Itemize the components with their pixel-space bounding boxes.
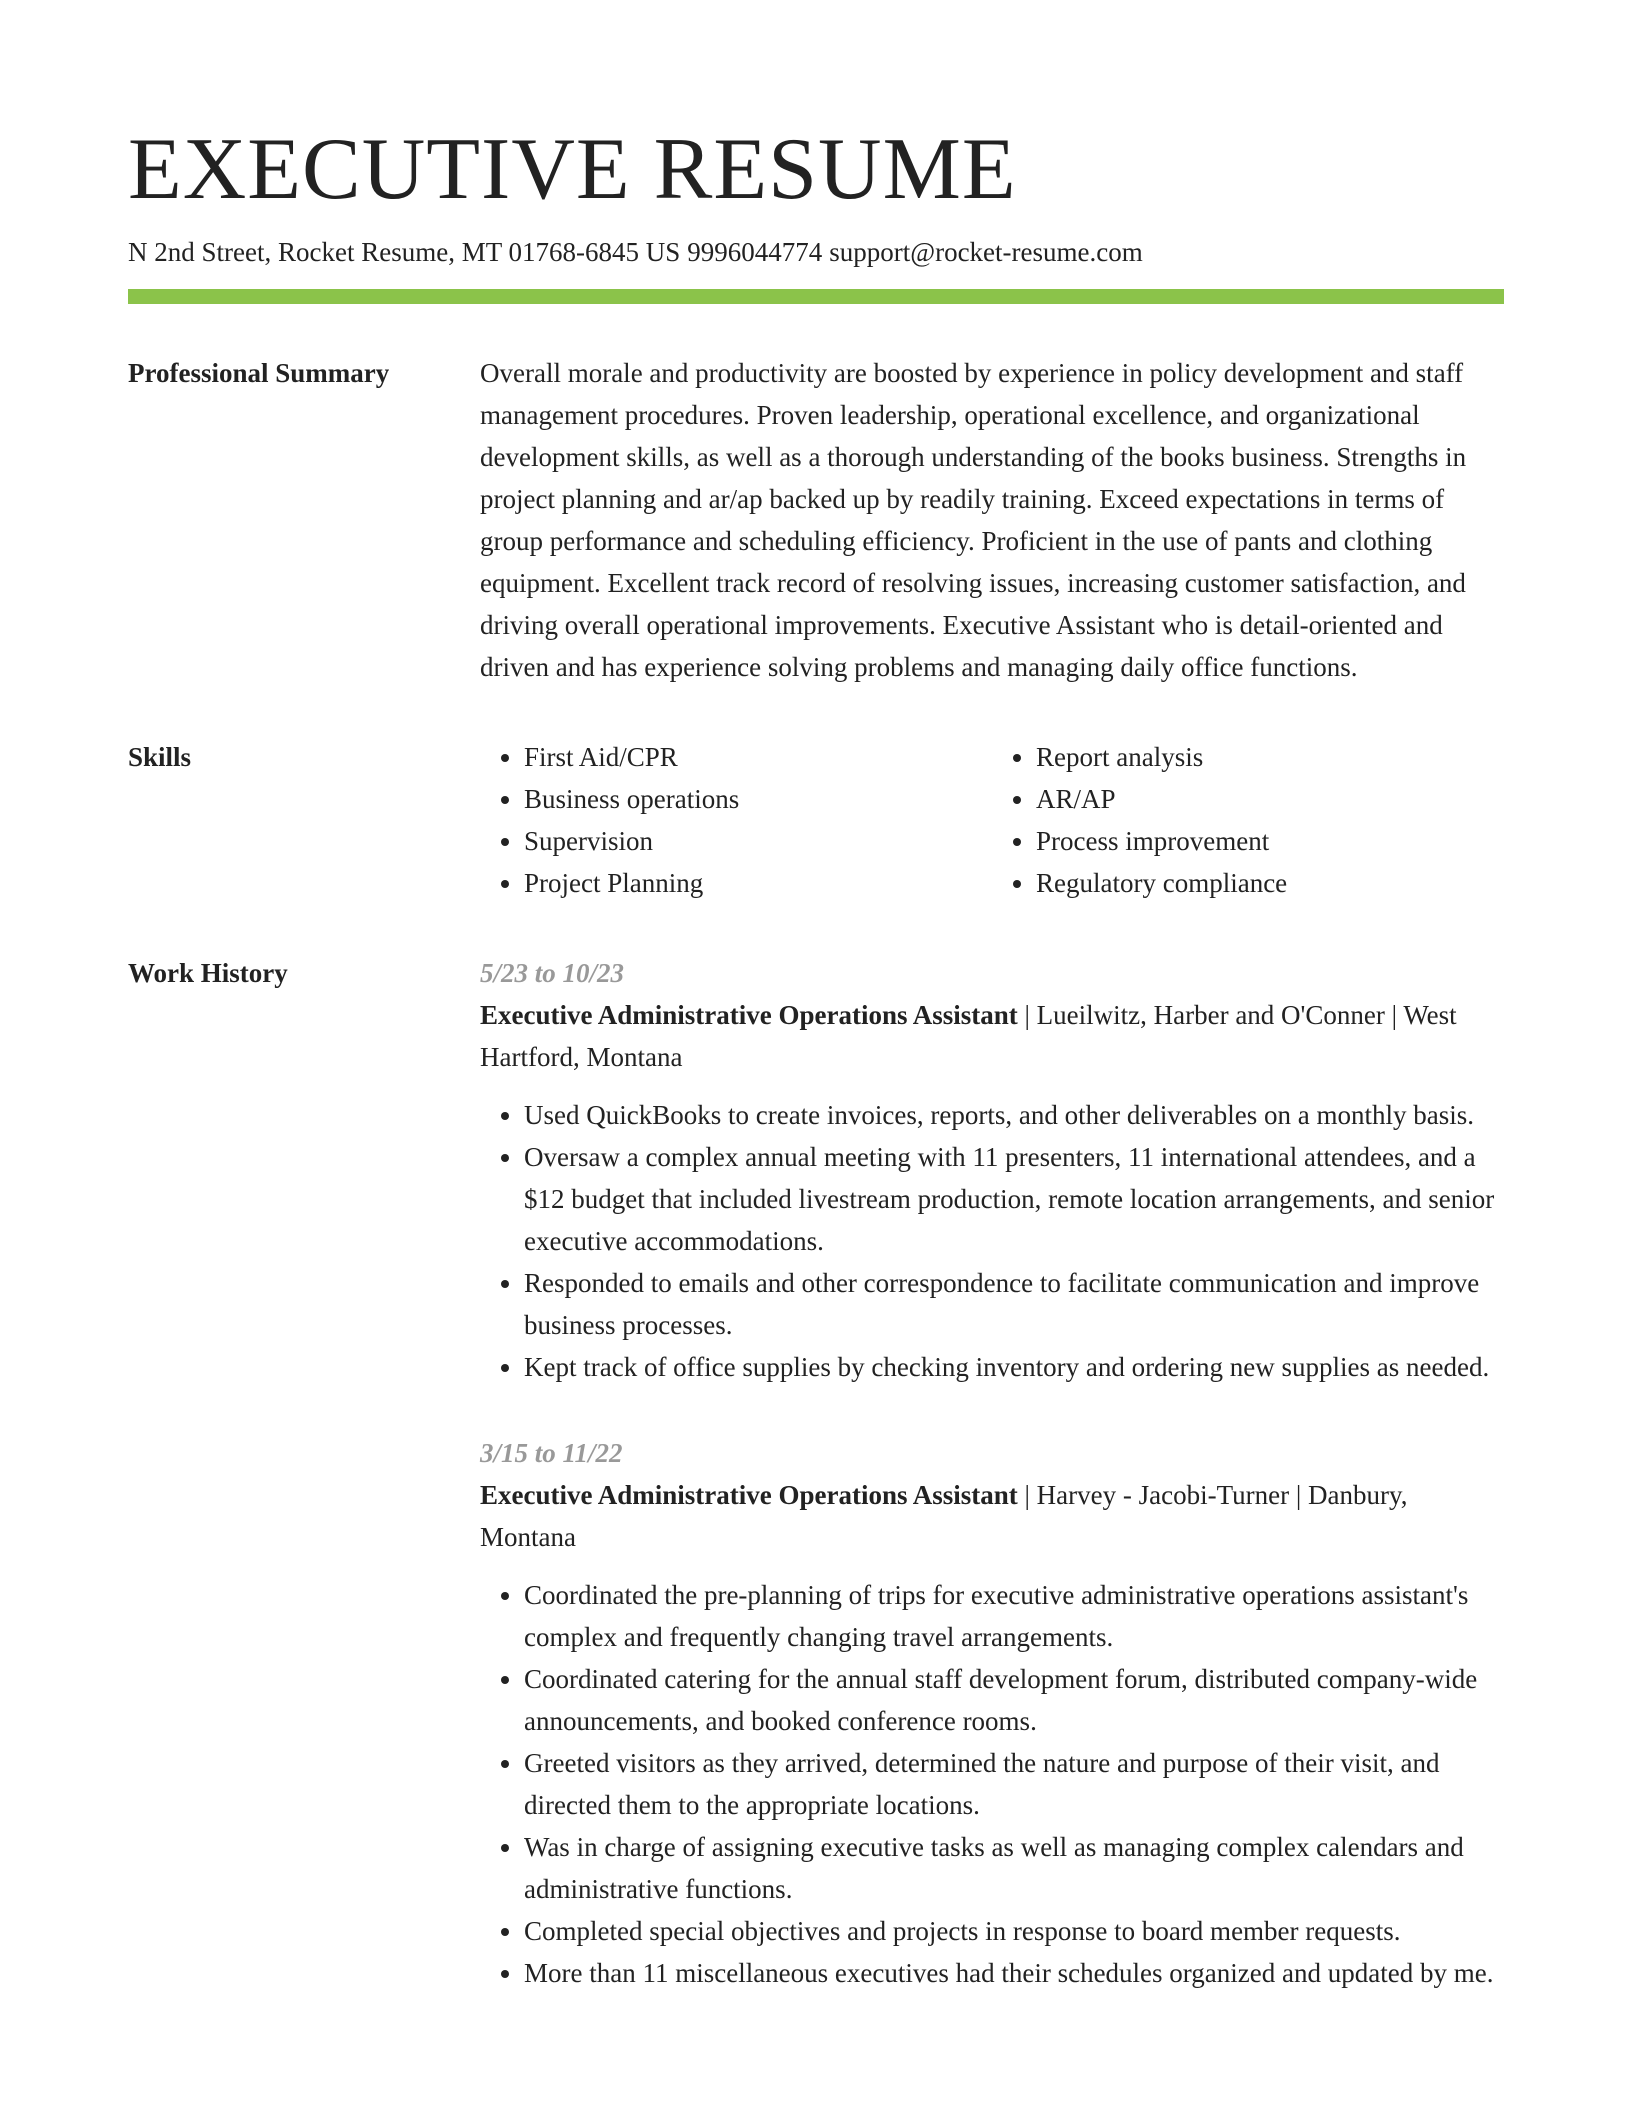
summary-body xyxy=(480,352,1504,688)
contact-email[interactable]: support@rocket-resume.com xyxy=(829,237,1143,267)
job-bullet: • Coordinated the pre-planning of trips for executive administrative operations assistant's complex and frequently changing travel arrangements. xyxy=(524,1574,1504,1658)
resume-title: EXECUTIVE RESUME xyxy=(128,121,1017,218)
skill-item: • First Aid/CPR xyxy=(524,736,992,778)
job-employer-location: | Harvey - Jacobi-Turner | Danbury, Montana xyxy=(480,1480,1408,1552)
skills-list-left xyxy=(480,736,992,904)
job-dates: 5/23 to 10/23 xyxy=(480,958,625,988)
summary-section xyxy=(128,352,1504,688)
work-history-section xyxy=(128,952,1504,1994)
summary-text: Overall morale and productivity are boosted by experience in policy development and staff management procedures. Proven leadership, operational excellence, and organizational development skills, as well as a thorough understanding of the books business. Strengths in project planning and ar/ap backed up by readily training. Exceed expectations in terms of group performance and scheduling efficiency. Proficient in the use of pants and clothing equipment. Excellent track record of resolving issues, increasing customer satisfaction, and driving overall operational improvements. Executive Assistant who is detail-oriented and driven and has experience solving problems and managing daily office functions. xyxy=(480,358,1467,682)
job-bullets xyxy=(480,1574,1504,1994)
job-title: Executive Administrative Operations Assistant xyxy=(480,1000,1018,1030)
skills-section xyxy=(128,736,1504,904)
job-bullet: • Was in charge of assigning executive tasks as well as managing complex calendars and administrative functions. xyxy=(524,1826,1504,1910)
job-bullet: • Responded to emails and other correspondence to facilitate communication and improve business processes. xyxy=(524,1262,1504,1346)
job-title: Executive Administrative Operations Assistant xyxy=(480,1480,1018,1510)
job-bullet: • Completed special objectives and projects in response to board member requests. xyxy=(524,1910,1504,1952)
header-divider xyxy=(128,289,1504,304)
work-history-body xyxy=(480,952,1504,1994)
skill-item: • Supervision xyxy=(524,820,992,862)
section-heading-skills: Skills xyxy=(128,742,192,772)
job-bullet: • More than 11 miscellaneous executives had their schedules organized and updated by me. xyxy=(524,1952,1504,1994)
skill-item: • AR/AP xyxy=(1036,778,1504,820)
job-bullet: • Kept track of office supplies by checking inventory and ordering new supplies as needed. xyxy=(524,1346,1504,1388)
job-entry xyxy=(480,952,1504,1388)
skill-item: • Project Planning xyxy=(524,862,992,904)
job-bullet: • Oversaw a complex annual meeting with 11 presenters, 11 international attendees, and a $12 budget that included livestream production, remote location arrangements, and senior executive accommodations. xyxy=(524,1136,1504,1262)
job-employer-location: | Lueilwitz, Harber and O'Conner | West Hartford, Montana xyxy=(480,1000,1457,1072)
section-heading-summary: Professional Summary xyxy=(128,358,390,388)
skills-body xyxy=(480,736,1504,904)
job-bullet: • Used QuickBooks to create invoices, reports, and other deliverables on a monthly basis. xyxy=(524,1094,1504,1136)
skill-item: • Report analysis xyxy=(1036,736,1504,778)
job-bullet: • Greeted visitors as they arrived, determined the nature and purpose of their visit, and directed them to the appropriate locations. xyxy=(524,1742,1504,1826)
skill-item: • Business operations xyxy=(524,778,992,820)
job-title-line xyxy=(480,1474,1504,1558)
section-heading-work-history: Work History xyxy=(128,958,288,988)
contact-address: N 2nd Street, Rocket Resume, MT 01768-6845 US xyxy=(128,237,681,267)
contact-line xyxy=(128,232,1504,272)
job-title-line xyxy=(480,994,1504,1078)
job-bullets xyxy=(480,1094,1504,1388)
contact-phone: 9996044774 xyxy=(687,237,823,267)
skill-item: • Process improvement xyxy=(1036,820,1504,862)
job-dates: 3/15 to 11/22 xyxy=(480,1438,623,1468)
skill-item: • Regulatory compliance xyxy=(1036,862,1504,904)
job-entry xyxy=(480,1432,1504,1994)
job-bullet: • Coordinated catering for the annual staff development forum, distributed company-wide announcements, and booked conference rooms. xyxy=(524,1658,1504,1742)
skills-list-right xyxy=(992,736,1504,904)
